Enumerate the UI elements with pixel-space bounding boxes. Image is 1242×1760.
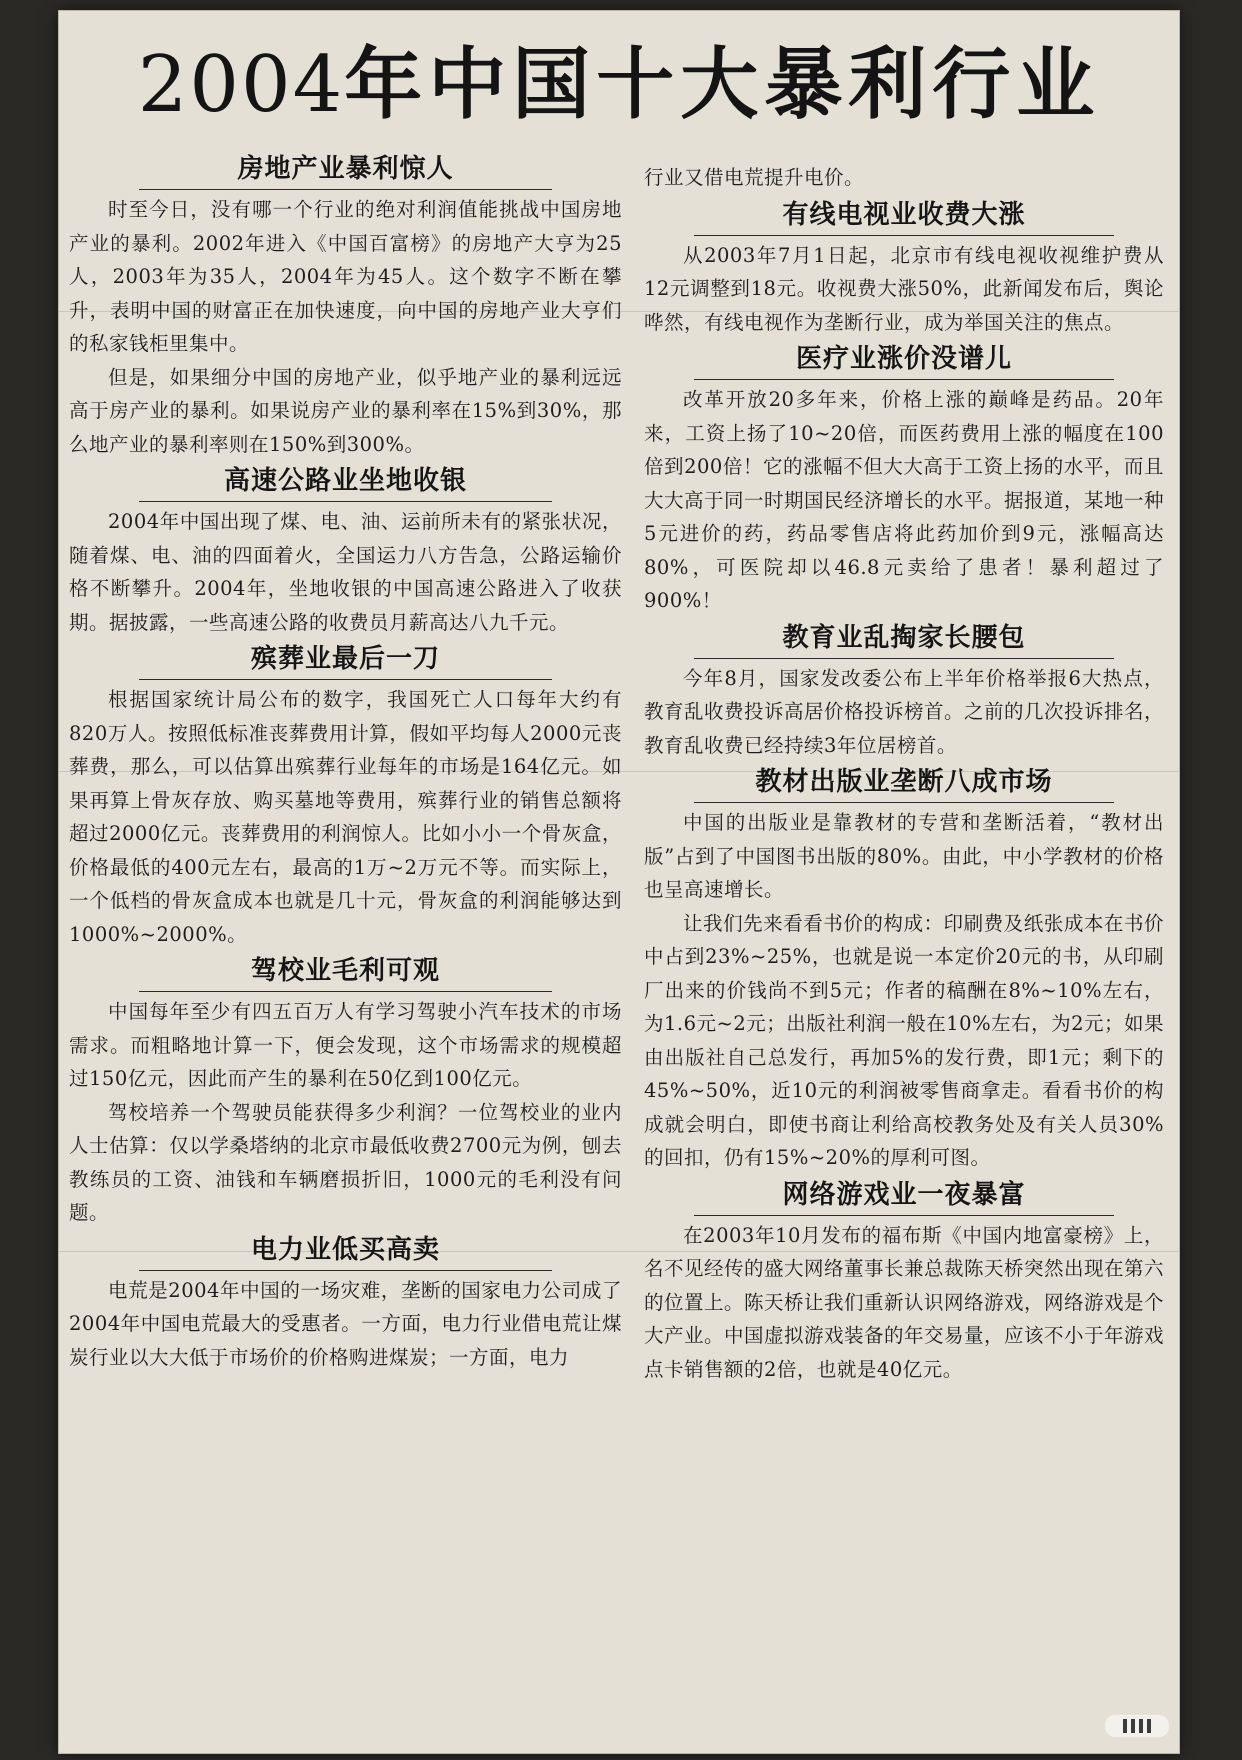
section-online-games bbox=[644, 1177, 1164, 1387]
paragraph: 电荒是2004年中国的一场灾难，垄断的国家电力公司成了2004年中国电荒最大的受惠者。一方面，电力行业借电荒让煤炭行业以大大低于市场价的价格购进煤炭；一方面，电力 bbox=[69, 1278, 622, 1369]
paragraph: 2004年中国出现了煤、电、油、运前所未有的紧张状况，随着煤、电、油的四面着火，全国运力八方告急，公路运输价格不断攀升。2004年，坐地收银的中国高速公路进入了收获期。据披露，一些高速公路的收费员月薪高达八九千元。 bbox=[69, 510, 622, 634]
right-column bbox=[644, 161, 1164, 1386]
section-real-estate bbox=[69, 151, 622, 461]
paragraph: 中国每年至少有四五百万人有学习驾驶小汽车技术的市场需求。而粗略地计算一下，便会发现，这个市场需求的规模超过150亿元，因此而产生的暴利在50亿到100亿元。 bbox=[69, 1000, 622, 1090]
section-heading: 高速公路业坐地收银 bbox=[139, 463, 552, 502]
section-funeral bbox=[69, 641, 622, 951]
section-driving-school bbox=[69, 953, 622, 1230]
section-textbook bbox=[644, 764, 1164, 1175]
section-power bbox=[69, 1232, 622, 1375]
headline-text: 年中国十大暴利行业 bbox=[344, 40, 1101, 130]
section-highway bbox=[69, 463, 622, 639]
headline bbox=[99, 37, 1139, 133]
paragraph: 时至今日，没有哪一个行业的绝对利润值能挑战中国房地产业的暴利。2002年进入《中国百富榜》的房地产大亨为25人，2003年为35人，2004年为45人。这个数字不断在攀升，表明中国的财富正在加快速度，向中国的房地产业大亨们的私家钱柜里集中。 bbox=[69, 198, 622, 355]
paragraph: 中国的出版业是靠教材的专营和垄断活着，“教材出版”占到了中国图书出版的80%。由此，中小学教材的价格也呈高速增长。 bbox=[644, 811, 1164, 901]
headline-year: 2004 bbox=[137, 40, 345, 130]
paragraph: 从2003年7月1日起，北京市有线电视收视维护费从12元调整到18元。收视费大涨50%，此新闻发布后，舆论哗然，有线电视作为垄断行业，成为举国关注的焦点。 bbox=[644, 243, 1164, 334]
paragraph: 让我们先来看看书价的构成：印刷费及纸张成本在书价中占到23%~25%，也就是说一本定价20元的书，从印刷厂出来的价钱尚不到5元；作者的稿酬在8%~10%左右，为1.6元~2元；出版社利润一般在10%左右，为2元；如果由出版社自己总发行，再加5%的发行费，即1元；剩下的45%~50%，近10元的利润被零售商拿走。看看书价的构成就会明白，即使书商让利给高校教务处及有关人员30%的回扣，仍有15%~20%的厚利可图。 bbox=[644, 911, 1165, 1169]
continued-text: 行业又借电荒提升电价。 bbox=[644, 166, 865, 189]
left-column bbox=[69, 149, 622, 1374]
section-heading: 教育业乱掏家长腰包 bbox=[694, 620, 1114, 659]
section-heading: 电力业低买高卖 bbox=[139, 1232, 552, 1271]
newspaper-clipping bbox=[58, 10, 1180, 1754]
paragraph: 今年8月，国家发改委公布上半年价格举报6大热点，教育乱收费投诉高居价格投诉榜首。之前的几次投诉排名，教育乱收费已经持续3年位居榜首。 bbox=[644, 666, 1165, 757]
paragraph: 在2003年10月发布的福布斯《中国内地富豪榜》上，名不见经传的盛大网络董事长兼总裁陈天桥突然出现在第六的位置上。陈天桥让我们重新认识网络游戏，网络游戏是个大产业。中国虚拟游戏装备的年交易量，应该不小于年游戏点卡销售额的2倍，也就是40亿元。 bbox=[644, 1223, 1165, 1381]
section-heading: 有线电视业收费大涨 bbox=[694, 197, 1114, 236]
section-heading: 房地产业暴利惊人 bbox=[139, 151, 552, 190]
paragraph: 但是，如果细分中国的房地产业，似乎地产业的暴利远远高于房产业的暴利。如果说房产业的暴利率在15%到30%，那么地产业的暴利率则在150%到300%。 bbox=[69, 365, 622, 456]
section-heading: 教材出版业垄断八成市场 bbox=[694, 764, 1114, 803]
watermark-icon bbox=[1105, 1715, 1169, 1737]
section-medical bbox=[644, 341, 1164, 618]
section-heading: 殡葬业最后一刀 bbox=[139, 641, 552, 680]
section-education bbox=[644, 620, 1164, 763]
section-heading: 网络游戏业一夜暴富 bbox=[694, 1177, 1114, 1216]
section-heading: 驾校业毛利可观 bbox=[139, 953, 552, 992]
paragraph: 根据国家统计局公布的数字，我国死亡人口每年大约有820万人。按照低标准丧葬费用计算，假如平均每人2000元丧葬费，那么，可以估算出殡葬行业每年的市场是164亿元。如果再算上骨灰存放、购买墓地等费用，殡葬行业的销售总额将超过2000亿元。丧葬费用的利润惊人。比如小小一个骨灰盒，价格最低的400元左右，最高的1万~2万元不等。而实际上，一个低档的骨灰盒成本也就是几十元，骨灰盒的利润能够达到1000%~2000%。 bbox=[69, 688, 622, 946]
section-heading: 医疗业涨价没谱儿 bbox=[694, 341, 1114, 380]
paragraph: 改革开放20多年来，价格上涨的巅峰是药品。20年来，工资上扬了10~20倍，而医药费用上涨的幅度在100倍到200倍！它的涨幅不但大大高于工资上扬的水平，而且大大高于同一时期国民经济增长的水平。据报道，某地一种5元进价的药，药品零售店将此药加价到9元，涨幅高达80%，可医院却以46.8元卖给了患者！暴利超过了900%！ bbox=[644, 388, 1165, 612]
paragraph: 驾校培养一个驾驶员能获得多少利润？一位驾校业的业内人士估算：仅以学桑塔纳的北京市最低收费2700元为例，刨去教练员的工资、油钱和车辆磨损折旧，1000元的毛利没有问题。 bbox=[69, 1100, 622, 1224]
section-cable-tv bbox=[644, 197, 1164, 340]
